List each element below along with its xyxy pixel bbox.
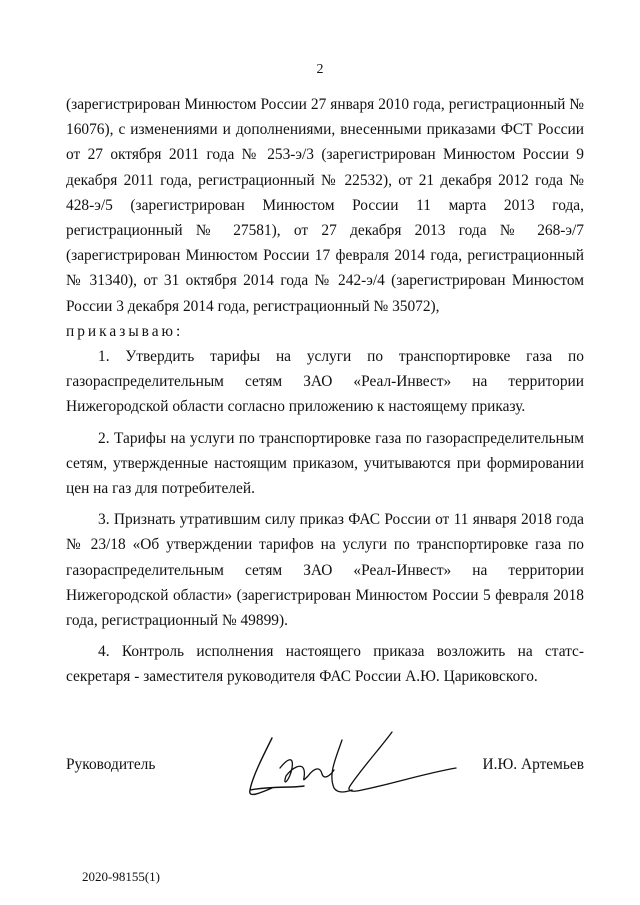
order-item-3: 3. Признать утратившим силу приказ ФАС России от 11 января 2018 года № 23/18 «Об утверждении тарифов на услуги по транспортировке газа по газораспределительным сетям ЗАО «Реал-Инвест» на территории Нижегородской области» (зарегистрирован Минюстом России 5 февраля 2018 года, регистрационный № 49899).: [66, 511, 584, 630]
order-item-1: 1. Утвердить тарифы на услуги по транспортировке газа по газораспределительным сетям ЗАО «Реал-Инвест» на территории Нижегородской области согласно приложению к настоящему приказу.: [66, 348, 584, 416]
document-body: [66, 92, 584, 690]
handwritten-signature: [242, 728, 462, 806]
order-item-2: 2. Тарифы на услуги по транспортировке газа по газораспределительным сетям, утвержденные настоящим приказом, учитываются при формировании цен на газ для потребителей.: [66, 429, 584, 498]
orders-word: приказываю:: [66, 322, 184, 340]
page-number: 2: [316, 62, 324, 77]
signer-name: И.Ю. Артемьев: [482, 756, 584, 773]
intro-paragraph: (зарегистрирован Минюстом России 27 января 2010 года, регистрационный № 16076), с изменениями и дополнениями, внесенными приказами ФСТ России от 27 октября 2011 года № 253-э/3 (зарегистрирован Минюстом России 9 декабря 2011 года, регистрационный № 22532), от 21 декабря 2012 года № 428-э/5 (зарегистрирован Минюстом России 11 марта 2013 года, регистрационный № 27581), от 27 декабря 2013 года № 268-э/7 (зарегистрирован Минюстом России 17 февраля 2014 года, регистрационный № 31340), от 31 октября 2014 года № 242-э/4 (зарегистрирован Минюстом России 3 декабря 2014 года, регистрационный № 35072),: [66, 96, 584, 315]
order-item-4: 4. Контроль исполнения настоящего приказа возложить на статс-секретаря - заместителя руководителя ФАС России А.Ю. Цариковского.: [66, 643, 584, 686]
signer-title: Руководитель: [66, 756, 156, 773]
document-code: 2020-98155(1): [82, 869, 160, 884]
